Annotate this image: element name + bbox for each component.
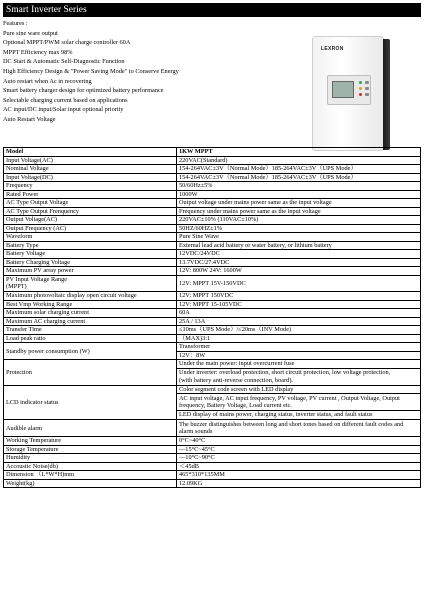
table-header-row — [4, 148, 421, 157]
control-panel — [327, 75, 371, 105]
table-row — [4, 462, 421, 471]
spec-label: AC Type Output Frenquency — [4, 207, 177, 216]
spec-value: 220VAC(Standard) — [177, 156, 421, 165]
spec-value: 50/60Hz±5% — [177, 182, 421, 191]
spec-label: Maximum PV array power — [4, 267, 177, 276]
spec-value: 12V: MPPT 150VDC — [177, 292, 421, 301]
spec-value: 12VDC/24VDC — [177, 250, 421, 259]
table-row — [4, 173, 421, 182]
table-row — [4, 309, 421, 318]
table-row — [4, 445, 421, 454]
spec-value: External lead acid battery or water battery, or lithium battery — [177, 241, 421, 250]
spec-value: 465*310*135MM — [177, 471, 421, 480]
feature-item: MPPT Efficiency max 98% — [3, 48, 73, 56]
table-row — [4, 317, 421, 326]
table-row — [4, 343, 421, 352]
spec-label: Input Voltage(AC) — [4, 156, 177, 165]
table-row — [4, 250, 421, 259]
spec-label: Maximum solar charging current — [4, 309, 177, 318]
spec-value: 12.09KG — [177, 479, 421, 488]
spec-value: Transformer — [177, 343, 421, 352]
spec-label: Battery Voltage — [4, 250, 177, 259]
spec-value: AC input voltage, AC input frequency, PV voltage, PV current , Output Voltage, Output frequency, Battery Voltage, Load current etc. — [177, 394, 421, 411]
feature-item: AC input/DC input/Solar input optional priority — [3, 106, 124, 114]
spec-label: Frequency — [4, 182, 177, 191]
feature-item: High Efficiency Design & "Power Saving Mode" to Conserve Energy — [3, 67, 179, 75]
spec-value: Pure Sine Wave — [177, 233, 421, 242]
spec-value: 25A / 13A — [177, 317, 421, 326]
spec-label: Weight(kg) — [4, 479, 177, 488]
spec-value: 220VAC±10% (110VAC±10%) — [177, 216, 421, 225]
brand-logo: LEXRON — [321, 46, 344, 52]
lcd-screen — [332, 81, 354, 98]
panel-button — [365, 81, 369, 84]
spec-value: 12V: MPPT 15-105VDC — [177, 300, 421, 309]
table-row — [4, 267, 421, 276]
features-list — [3, 19, 283, 125]
table-row — [4, 385, 421, 394]
spec-label: Working Temperature — [4, 437, 177, 446]
spec-label: PV Input Voltage Range (MPPT) — [4, 275, 177, 292]
spec-value: Under inverter: overload protection, short circuit protection, low voltage protection, (with battery anti-reverse connection, board). — [177, 368, 421, 385]
table-row — [4, 437, 421, 446]
spec-label: Protection — [4, 360, 177, 385]
spec-value: 12V：8W — [177, 351, 421, 360]
spec-label: Model — [4, 148, 177, 157]
spec-label: Battery Type — [4, 241, 177, 250]
table-row — [4, 360, 421, 369]
spec-label: Waveform — [4, 233, 177, 242]
spec-value: 60A — [177, 309, 421, 318]
panel-button — [365, 93, 369, 96]
spec-label: Dimension （L*W*H)mm — [4, 471, 177, 480]
feature-item: Auto Restart Voltage — [3, 115, 56, 123]
feature-item: Optional MPPT/PWM solar charge controller 60A — [3, 39, 131, 47]
spec-value: Under the main power: input overcurrent fuse — [177, 360, 421, 369]
spec-value: Output voltage under mains power same as the input voltage — [177, 199, 421, 208]
led-indicator — [359, 81, 362, 84]
spec-label: Battery Charging Voltage — [4, 258, 177, 267]
table-row — [4, 471, 421, 480]
spec-label: Storage Temperature — [4, 445, 177, 454]
spec-value: Color segment code screen with LED display — [177, 385, 421, 394]
table-row — [4, 292, 421, 301]
table-row — [4, 326, 421, 335]
spec-value: Frequency under mains power same as the input voltage — [177, 207, 421, 216]
table-row — [4, 207, 421, 216]
spec-label: AC Type Output Voltage — [4, 199, 177, 208]
feature-item: Smart battery charger design for optimized battery performance — [3, 87, 164, 95]
table-row — [4, 182, 421, 191]
spec-value: 1000W — [177, 190, 421, 199]
table-row — [4, 190, 421, 199]
table-row — [4, 224, 421, 233]
spec-label: LCD indicator status — [4, 385, 177, 420]
features-heading: Features : — [3, 20, 28, 27]
spec-label: Accoustic Noise(db) — [4, 462, 177, 471]
spec-label: Nominal Voltage — [4, 165, 177, 174]
spec-label: Rated Power — [4, 190, 177, 199]
spec-value: ≤10ms（UPS Mode）/≤20ms（INV Mode) — [177, 326, 421, 335]
feature-item: Pure sine ware output — [3, 29, 58, 37]
spec-label: Humidity — [4, 454, 177, 463]
table-row — [4, 216, 421, 225]
spec-value: ＜45dB — [177, 462, 421, 471]
table-row — [4, 454, 421, 463]
led-indicator — [359, 93, 362, 96]
spec-value: 13.7VDC/27.4VDC — [177, 258, 421, 267]
spec-label: Load peak ratio — [4, 334, 177, 343]
spec-label: Maximum AC charging current — [4, 317, 177, 326]
spec-label: Input Voltage(DC) — [4, 173, 177, 182]
spec-value: 154-264VAC±3V（Normal Mode）185-264VAC±3V（UPS Mode） — [177, 173, 421, 182]
panel-button — [365, 87, 369, 90]
spec-value: 50HZ/60HZ±1% — [177, 224, 421, 233]
feature-item: DC Start & Automatic Self-Diagnostic Function — [3, 58, 125, 66]
table-row — [4, 479, 421, 488]
table-row — [4, 241, 421, 250]
spec-value: （MAX)3:1 — [177, 334, 421, 343]
table-row — [4, 165, 421, 174]
table-row — [4, 258, 421, 267]
spec-value: LED display of mains power, charging status, inverter status, and fault status — [177, 410, 421, 419]
spec-value: —15°C~45°C — [177, 445, 421, 454]
feature-item: Auto restart when Ac in recovering — [3, 77, 92, 85]
spec-value: 12V: 800W 24V: 1600W — [177, 267, 421, 276]
table-row — [4, 233, 421, 242]
spec-label: Transfer Time — [4, 326, 177, 335]
spec-value: 0°C~40°C — [177, 437, 421, 446]
feature-item: Selectable charging current based on applications — [3, 96, 128, 104]
led-indicator — [359, 87, 362, 90]
table-row — [4, 300, 421, 309]
section-title: Smart Inverter Series — [3, 3, 421, 17]
spec-label: Audible alarm — [4, 420, 177, 437]
inverter-side-panel — [383, 39, 390, 150]
spec-value: 1KW MPPT — [177, 148, 421, 157]
spec-value: —10°C~90°C — [177, 454, 421, 463]
spec-value: The buzzer distinguishes between long and short tones based on different fault codes and alarm sounds — [177, 420, 421, 437]
table-row — [4, 420, 421, 437]
spec-label: Output Frequency (AC) — [4, 224, 177, 233]
spec-label: Output Voltage(AC) — [4, 216, 177, 225]
spec-label: Maximum photovoltaic display open circuit voltage — [4, 292, 177, 301]
table-row — [4, 275, 421, 292]
table-row — [4, 334, 421, 343]
spec-label: Standby power consumption (W) — [4, 343, 177, 360]
spec-label: Best Vmp Working Range — [4, 300, 177, 309]
table-row — [4, 156, 421, 165]
inverter-product-image — [312, 36, 384, 151]
spec-value: 12V: MPPT 15V-150VDC — [177, 275, 421, 292]
table-row — [4, 199, 421, 208]
spec-value: 154-264VAC±3V（Normal Mode）185-264VAC±3V（UPS Mode） — [177, 165, 421, 174]
spec-table — [3, 147, 421, 488]
